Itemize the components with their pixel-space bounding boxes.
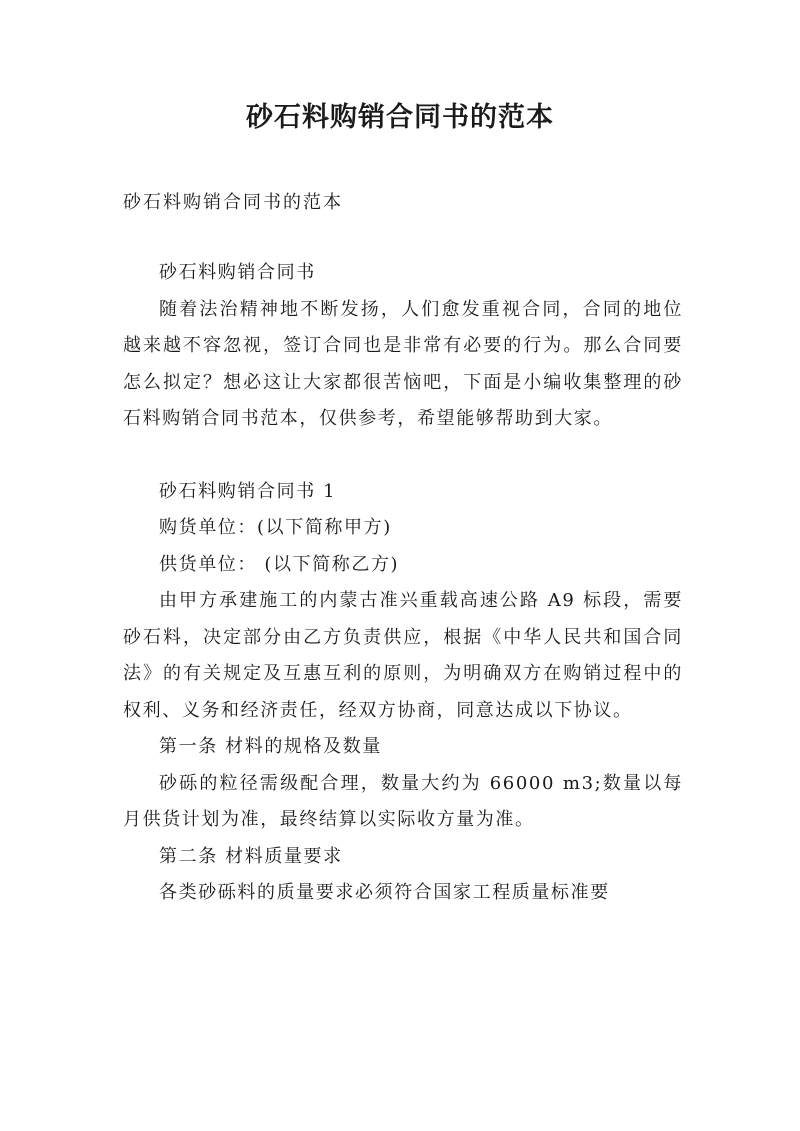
intro-paragraph: 随着法治精神地不断发扬，人们愈发重视合同，合同的地位越来越不容忽视，签订合同也是非常有必要的行为。那么合同要怎么拟定？想必这让大家都很苦恼吧，下面是小编收集整理的砂石料购销合同书范本，仅供参考，希望能够帮助到大家。 — [123, 298, 683, 429]
article-2-heading: 第二条 材料质量要求 — [159, 845, 343, 867]
article-1-text: 砂砾的粒径需级配合理，数量大约为 66000 m3;数量以每月供货计划为准，最终结算以实际收方量为准。 — [123, 772, 683, 830]
document-subtitle: 砂石料购销合同书的范本 — [123, 192, 343, 213]
supplier-line: 供货单位： (以下简称乙方) — [159, 553, 400, 575]
preamble-paragraph: 由甲方承建施工的内蒙古准兴重载高速公路 A9 标段，需要砂石料，决定部分由乙方负责供应，根据《中华人民共和国合同法》的有关规定及互惠互利的原则，为明确双方在购销过程中的权利、义务和经济责任，经双方协商，同意达成以下协议。 — [123, 590, 683, 721]
article-2-text: 各类砂砾料的质量要求必须符合国家工程质量标准要 — [159, 882, 610, 903]
article-1-heading: 第一条 材料的规格及数量 — [159, 736, 382, 757]
section-heading: 砂石料购销合同书 — [159, 262, 316, 283]
document-body — [123, 255, 683, 912]
document-title: 砂石料购销合同书的范本 — [246, 102, 554, 133]
contract-heading: 砂石料购销合同书 1 — [159, 480, 337, 502]
paragraph-gap — [123, 438, 683, 474]
buyer-line: 购货单位：(以下简称甲方) — [159, 517, 392, 538]
